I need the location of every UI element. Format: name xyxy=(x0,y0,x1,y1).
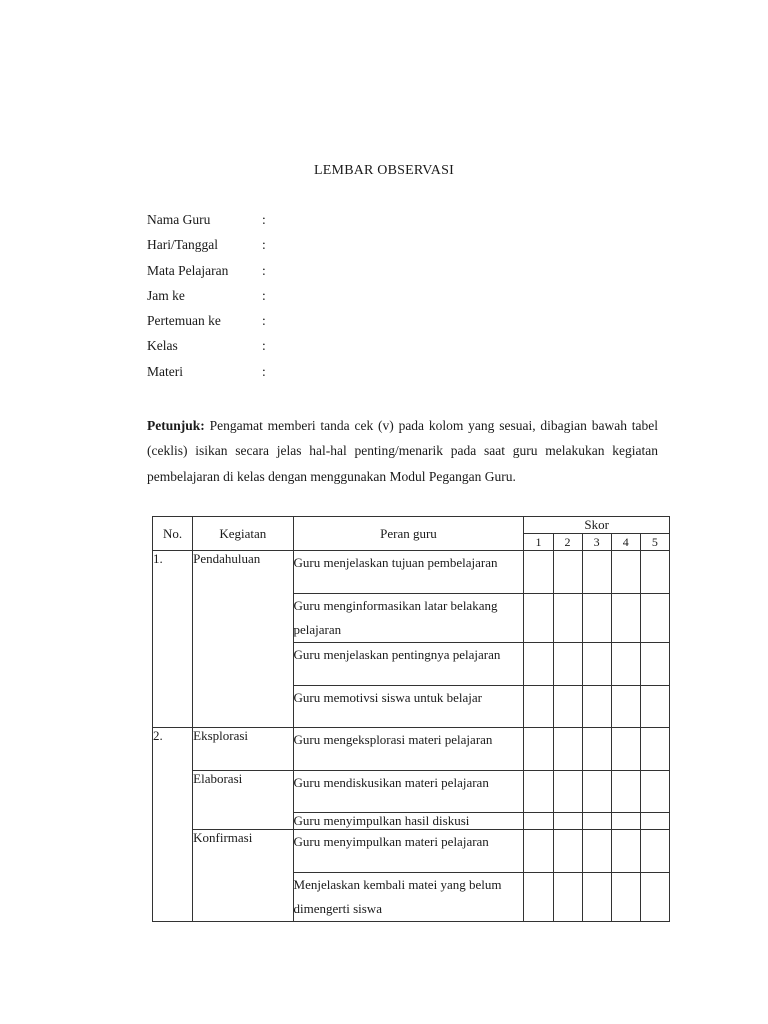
field-colon: : xyxy=(262,262,266,278)
skor-cell[interactable] xyxy=(524,873,553,922)
identity-fields xyxy=(147,212,447,389)
field-label: Nama Guru xyxy=(147,212,211,227)
skor-cell[interactable] xyxy=(524,643,553,686)
skor-cell[interactable] xyxy=(611,728,640,771)
skor-cell[interactable] xyxy=(611,830,640,873)
header-skor: Skor xyxy=(524,517,670,534)
field-materi xyxy=(147,364,447,389)
row-peran: Menjelaskan kembali matei yang belum dimengerti siswa xyxy=(293,873,524,922)
field-jam-ke xyxy=(147,288,447,313)
field-mata-pelajaran xyxy=(147,263,447,288)
row-kegiatan: Eksplorasi xyxy=(193,728,293,771)
header-peran: Peran guru xyxy=(293,517,524,551)
row-peran: Guru mengeksplorasi materi pelajaran xyxy=(293,728,524,771)
skor-cell[interactable] xyxy=(553,728,582,771)
skor-cell[interactable] xyxy=(553,643,582,686)
skor-cell[interactable] xyxy=(524,771,553,813)
row-kegiatan: Konfirmasi xyxy=(193,830,293,922)
instruction-text: Pengamat memberi tanda cek (v) pada kolom yang sesuai, dibagian bawah tabel (ceklis) isikan secara jelas hal-hal penting/menarik pada saat guru melakukan kegiatan pembelajaran di kelas dengan menggunakan Modul Pegangan Guru. xyxy=(147,418,658,484)
skor-cell[interactable] xyxy=(640,594,669,643)
row-peran: Guru menjelaskan tujuan pembelajaran xyxy=(293,551,524,594)
table-row xyxy=(153,551,670,594)
skor-cell[interactable] xyxy=(640,830,669,873)
skor-cell[interactable] xyxy=(582,830,611,873)
skor-cell[interactable] xyxy=(611,643,640,686)
skor-cell[interactable] xyxy=(524,686,553,728)
skor-cell[interactable] xyxy=(524,830,553,873)
skor-cell[interactable] xyxy=(582,686,611,728)
instruction-label: Petunjuk: xyxy=(147,418,205,433)
field-kelas xyxy=(147,338,447,363)
row-peran: Guru mendiskusikan materi pelajaran xyxy=(293,771,524,813)
table-row xyxy=(153,728,670,771)
page-title: LEMBAR OBSERVASI xyxy=(314,163,454,178)
skor-col-3: 3 xyxy=(582,534,611,551)
row-kegiatan: Elaborasi xyxy=(193,771,293,830)
skor-cell[interactable] xyxy=(611,873,640,922)
field-label: Hari/Tanggal xyxy=(147,237,219,253)
observation-table xyxy=(152,516,670,922)
skor-cell[interactable] xyxy=(611,594,640,643)
skor-col-4: 4 xyxy=(611,534,640,551)
skor-cell[interactable] xyxy=(553,551,582,594)
skor-cell[interactable] xyxy=(582,551,611,594)
skor-cell[interactable] xyxy=(524,551,553,594)
skor-col-1: 1 xyxy=(524,534,553,551)
row-peran: Guru menyimpulkan hasil diskusi xyxy=(293,813,524,830)
skor-cell[interactable] xyxy=(553,771,582,813)
row-peran: Guru menginformasikan latar belakang pelajaran xyxy=(293,594,524,643)
skor-cell[interactable] xyxy=(553,594,582,643)
row-no: 1. xyxy=(153,551,193,728)
row-peran: Guru memotivsi siswa untuk belajar xyxy=(293,686,524,728)
skor-col-2: 2 xyxy=(553,534,582,551)
skor-cell[interactable] xyxy=(640,813,669,830)
row-peran: Guru menyimpulkan materi pelajaran xyxy=(293,830,524,873)
skor-cell[interactable] xyxy=(640,643,669,686)
row-no: 2. xyxy=(153,728,193,922)
skor-cell[interactable] xyxy=(582,643,611,686)
skor-cell[interactable] xyxy=(582,594,611,643)
field-colon: : xyxy=(262,212,266,227)
field-label: Jam ke xyxy=(147,287,185,303)
skor-cell[interactable] xyxy=(611,551,640,594)
skor-cell[interactable] xyxy=(611,771,640,813)
field-colon: : xyxy=(262,287,266,303)
table-row xyxy=(153,830,670,873)
instruction-paragraph xyxy=(147,413,658,489)
skor-cell[interactable] xyxy=(553,830,582,873)
skor-col-5: 5 xyxy=(640,534,669,551)
skor-cell[interactable] xyxy=(640,873,669,922)
row-kegiatan: Pendahuluan xyxy=(193,551,293,728)
skor-cell[interactable] xyxy=(553,873,582,922)
header-kegiatan: Kegiatan xyxy=(193,517,293,551)
skor-cell[interactable] xyxy=(524,594,553,643)
skor-cell[interactable] xyxy=(640,771,669,813)
skor-cell[interactable] xyxy=(524,813,553,830)
field-label: Mata Pelajaran xyxy=(147,262,229,278)
skor-cell[interactable] xyxy=(611,813,640,830)
field-colon: : xyxy=(262,338,266,354)
field-colon: : xyxy=(262,313,266,329)
skor-cell[interactable] xyxy=(553,813,582,830)
header-no: No. xyxy=(153,517,193,551)
field-hari-tanggal xyxy=(147,237,447,262)
skor-cell[interactable] xyxy=(553,686,582,728)
field-pertemuan-ke xyxy=(147,313,447,338)
skor-cell[interactable] xyxy=(582,771,611,813)
row-peran: Guru menjelaskan pentingnya pelajaran xyxy=(293,643,524,686)
field-colon: : xyxy=(262,363,266,379)
skor-cell[interactable] xyxy=(640,551,669,594)
skor-cell[interactable] xyxy=(640,686,669,728)
field-nama-guru xyxy=(147,212,447,237)
skor-cell[interactable] xyxy=(611,686,640,728)
field-label: Pertemuan ke xyxy=(147,313,221,329)
skor-cell[interactable] xyxy=(582,813,611,830)
field-label: Kelas xyxy=(147,338,178,354)
skor-cell[interactable] xyxy=(640,728,669,771)
skor-cell[interactable] xyxy=(524,728,553,771)
table-row xyxy=(153,771,670,813)
field-label: Materi xyxy=(147,363,183,379)
skor-cell[interactable] xyxy=(582,873,611,922)
field-colon: : xyxy=(262,237,266,253)
skor-cell[interactable] xyxy=(582,728,611,771)
